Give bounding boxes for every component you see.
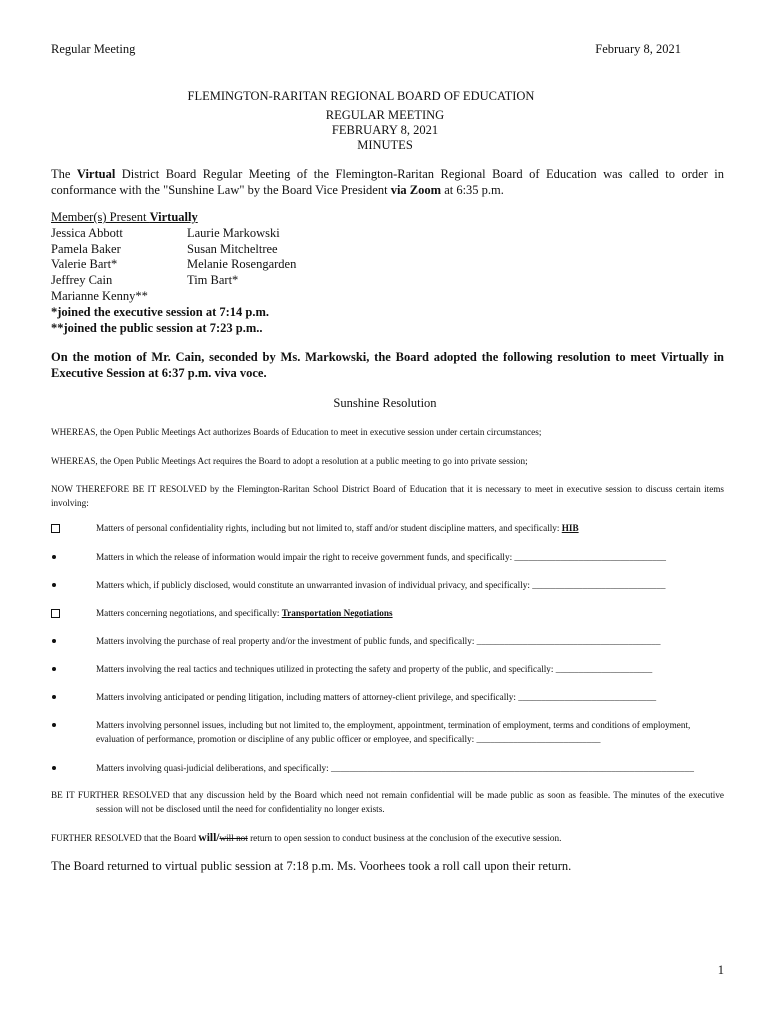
page-number: 1 (717, 963, 724, 977)
member-name: Jeffrey Cain (51, 273, 113, 288)
intro-the: The (51, 167, 77, 181)
member-name: Laurie Markowski (187, 225, 280, 240)
members-heading-prefix: Member(s) Present (51, 210, 150, 224)
member-name: Pamela Baker (51, 241, 121, 256)
item-blank: _____________________________ (532, 580, 666, 590)
return-note: The Board returned to virtual public session at 7:18 p.m. Ms. Voorhees took a roll call upon their return. (51, 859, 572, 873)
bullet-icon (51, 662, 63, 676)
member-row (51, 225, 280, 242)
bullet-icon (51, 718, 63, 732)
whereas-paragraph: WHEREAS, the Open Public Meetings Act requires the Board to adopt a resolution at a public meeting to go into private session; (51, 456, 528, 466)
further2-will: will/ (198, 832, 220, 844)
members-heading-virtually: Virtually (149, 210, 198, 224)
item-text: Matters involving the real tactics and techniques utilized in protecting the safety and property of the public, and specifically: (96, 664, 556, 674)
intro-virtual: Virtual (76, 167, 116, 181)
item-blank: _____________________ (555, 664, 653, 674)
whereas-paragraph: WHEREAS, the Open Public Meetings Act authorizes Boards of Education to meet in executive session under certain circumstances; (51, 427, 542, 437)
document-date: FEBRUARY 8, 2021 (331, 123, 439, 137)
bullet-icon (51, 690, 63, 704)
member-row (51, 257, 297, 273)
member-name: Jessica Abbott (51, 225, 123, 240)
further2-prefix: FURTHER RESOLVED that the Board (51, 833, 199, 843)
checkbox-icon (51, 521, 63, 538)
members-heading (51, 210, 269, 226)
member-name: Tim Bart* (187, 273, 239, 288)
bullet-icon (51, 761, 63, 775)
further2-will-not: will not (219, 833, 248, 843)
item-specific: HIB (561, 523, 579, 533)
item-text: Matters involving the purchase of real property and/or the investment of public funds, and specifically: (96, 636, 477, 646)
item-text: Matters involving quasi-judicial deliberations, and specifically: (96, 763, 331, 773)
intro-paragraph (51, 166, 724, 198)
document-title: FLEMINGTON-RARITAN REGIONAL BOARD OF EDUCATION (187, 89, 535, 103)
item-text: Matters involving anticipated or pending litigation, including matters of attorney-client privilege, and specifically: (96, 692, 519, 702)
further-resolved-text: BE IT FURTHER RESOLVED that any discussion held by the Board which need not remain confidential will be made public as soon as feasible. The minutes of the executive session will not be disclosed until the need for confidentiality no longer exists. (51, 790, 724, 814)
resolution-title: Sunshine Resolution (333, 396, 437, 410)
member-note: **joined the public session at 7:23 p.m.. (51, 320, 263, 335)
further-resolved-return (51, 831, 724, 845)
bullet-icon (51, 634, 63, 648)
item-blank: ________________________________________ (476, 636, 661, 646)
intro-via-zoom: via Zoom (390, 183, 442, 197)
document-minutes-label: MINUTES (357, 138, 413, 152)
further2-suffix: return to open session to conduct business at the conclusion of the executive session. (247, 833, 562, 843)
header-right: February 8, 2021 (595, 42, 681, 56)
bullet-icon (51, 550, 63, 564)
item-blank: _______________________________________________________________________________ (331, 763, 694, 773)
header-left: Regular Meeting (51, 42, 136, 56)
member-note: *joined the executive session at 7:14 p.m. (51, 304, 270, 319)
document-subtitle: REGULAR MEETING (325, 108, 445, 122)
item-blank: _________________________________ (514, 552, 667, 562)
item-text: Matters in which the release of information would impair the right to receive government funds, and specifically: (96, 552, 515, 562)
intro-mid: District Board Regular Meeting of the Flemington-Raritan Regional Board of Education was called to order in conformance with the "Sunshine Law" by the Board Vice President (51, 167, 724, 197)
item-text: Matters which, if publicly disclosed, would constitute an unwarranted invasion of individual privacy, and specifically: (96, 580, 533, 590)
item-text: Matters concerning negotiations, and specifically: (96, 608, 282, 618)
item-text: Matters of personal confidentiality rights, including but not limited to, staff and/or student discipline matters, and specifically: (96, 523, 562, 533)
motion-paragraph: On the motion of Mr. Cain, seconded by Ms. Markowski, the Board adopted the following resolution to meet Virtually in Executive Session at 6:37 p.m. viva voce. (51, 350, 724, 380)
member-row (51, 273, 269, 289)
checkbox-icon (51, 606, 63, 623)
item-specific: Transportation Negotiations (281, 608, 393, 618)
member-row (51, 289, 269, 305)
member-name: Melanie Rosengarden (187, 257, 297, 272)
member-name: Susan Mitcheltree (187, 241, 278, 256)
member-row (51, 241, 278, 258)
member-name: Valerie Bart* (51, 257, 118, 272)
members-present (51, 210, 297, 336)
bullet-icon (51, 578, 63, 592)
item-blank: ______________________________ (518, 692, 657, 702)
item-text: Matters involving personnel issues, including but not limited to, the employment, appointment, termination of employment, terms and conditions of employment, evaluation of performance, promotion or discipline of any public officer or employee, and specifically: (96, 720, 691, 744)
intro-end: at 6:35 p.m. (441, 183, 504, 197)
item-blank: ___________________________ (476, 734, 601, 744)
member-name: Marianne Kenny** (51, 288, 148, 303)
now-therefore-paragraph: NOW THEREFORE BE IT RESOLVED by the Flemington-Raritan School District Board of Education that it is necessary to meet in executive session to discuss certain items involving: (51, 484, 724, 508)
further-resolved-paragraph (51, 788, 724, 816)
